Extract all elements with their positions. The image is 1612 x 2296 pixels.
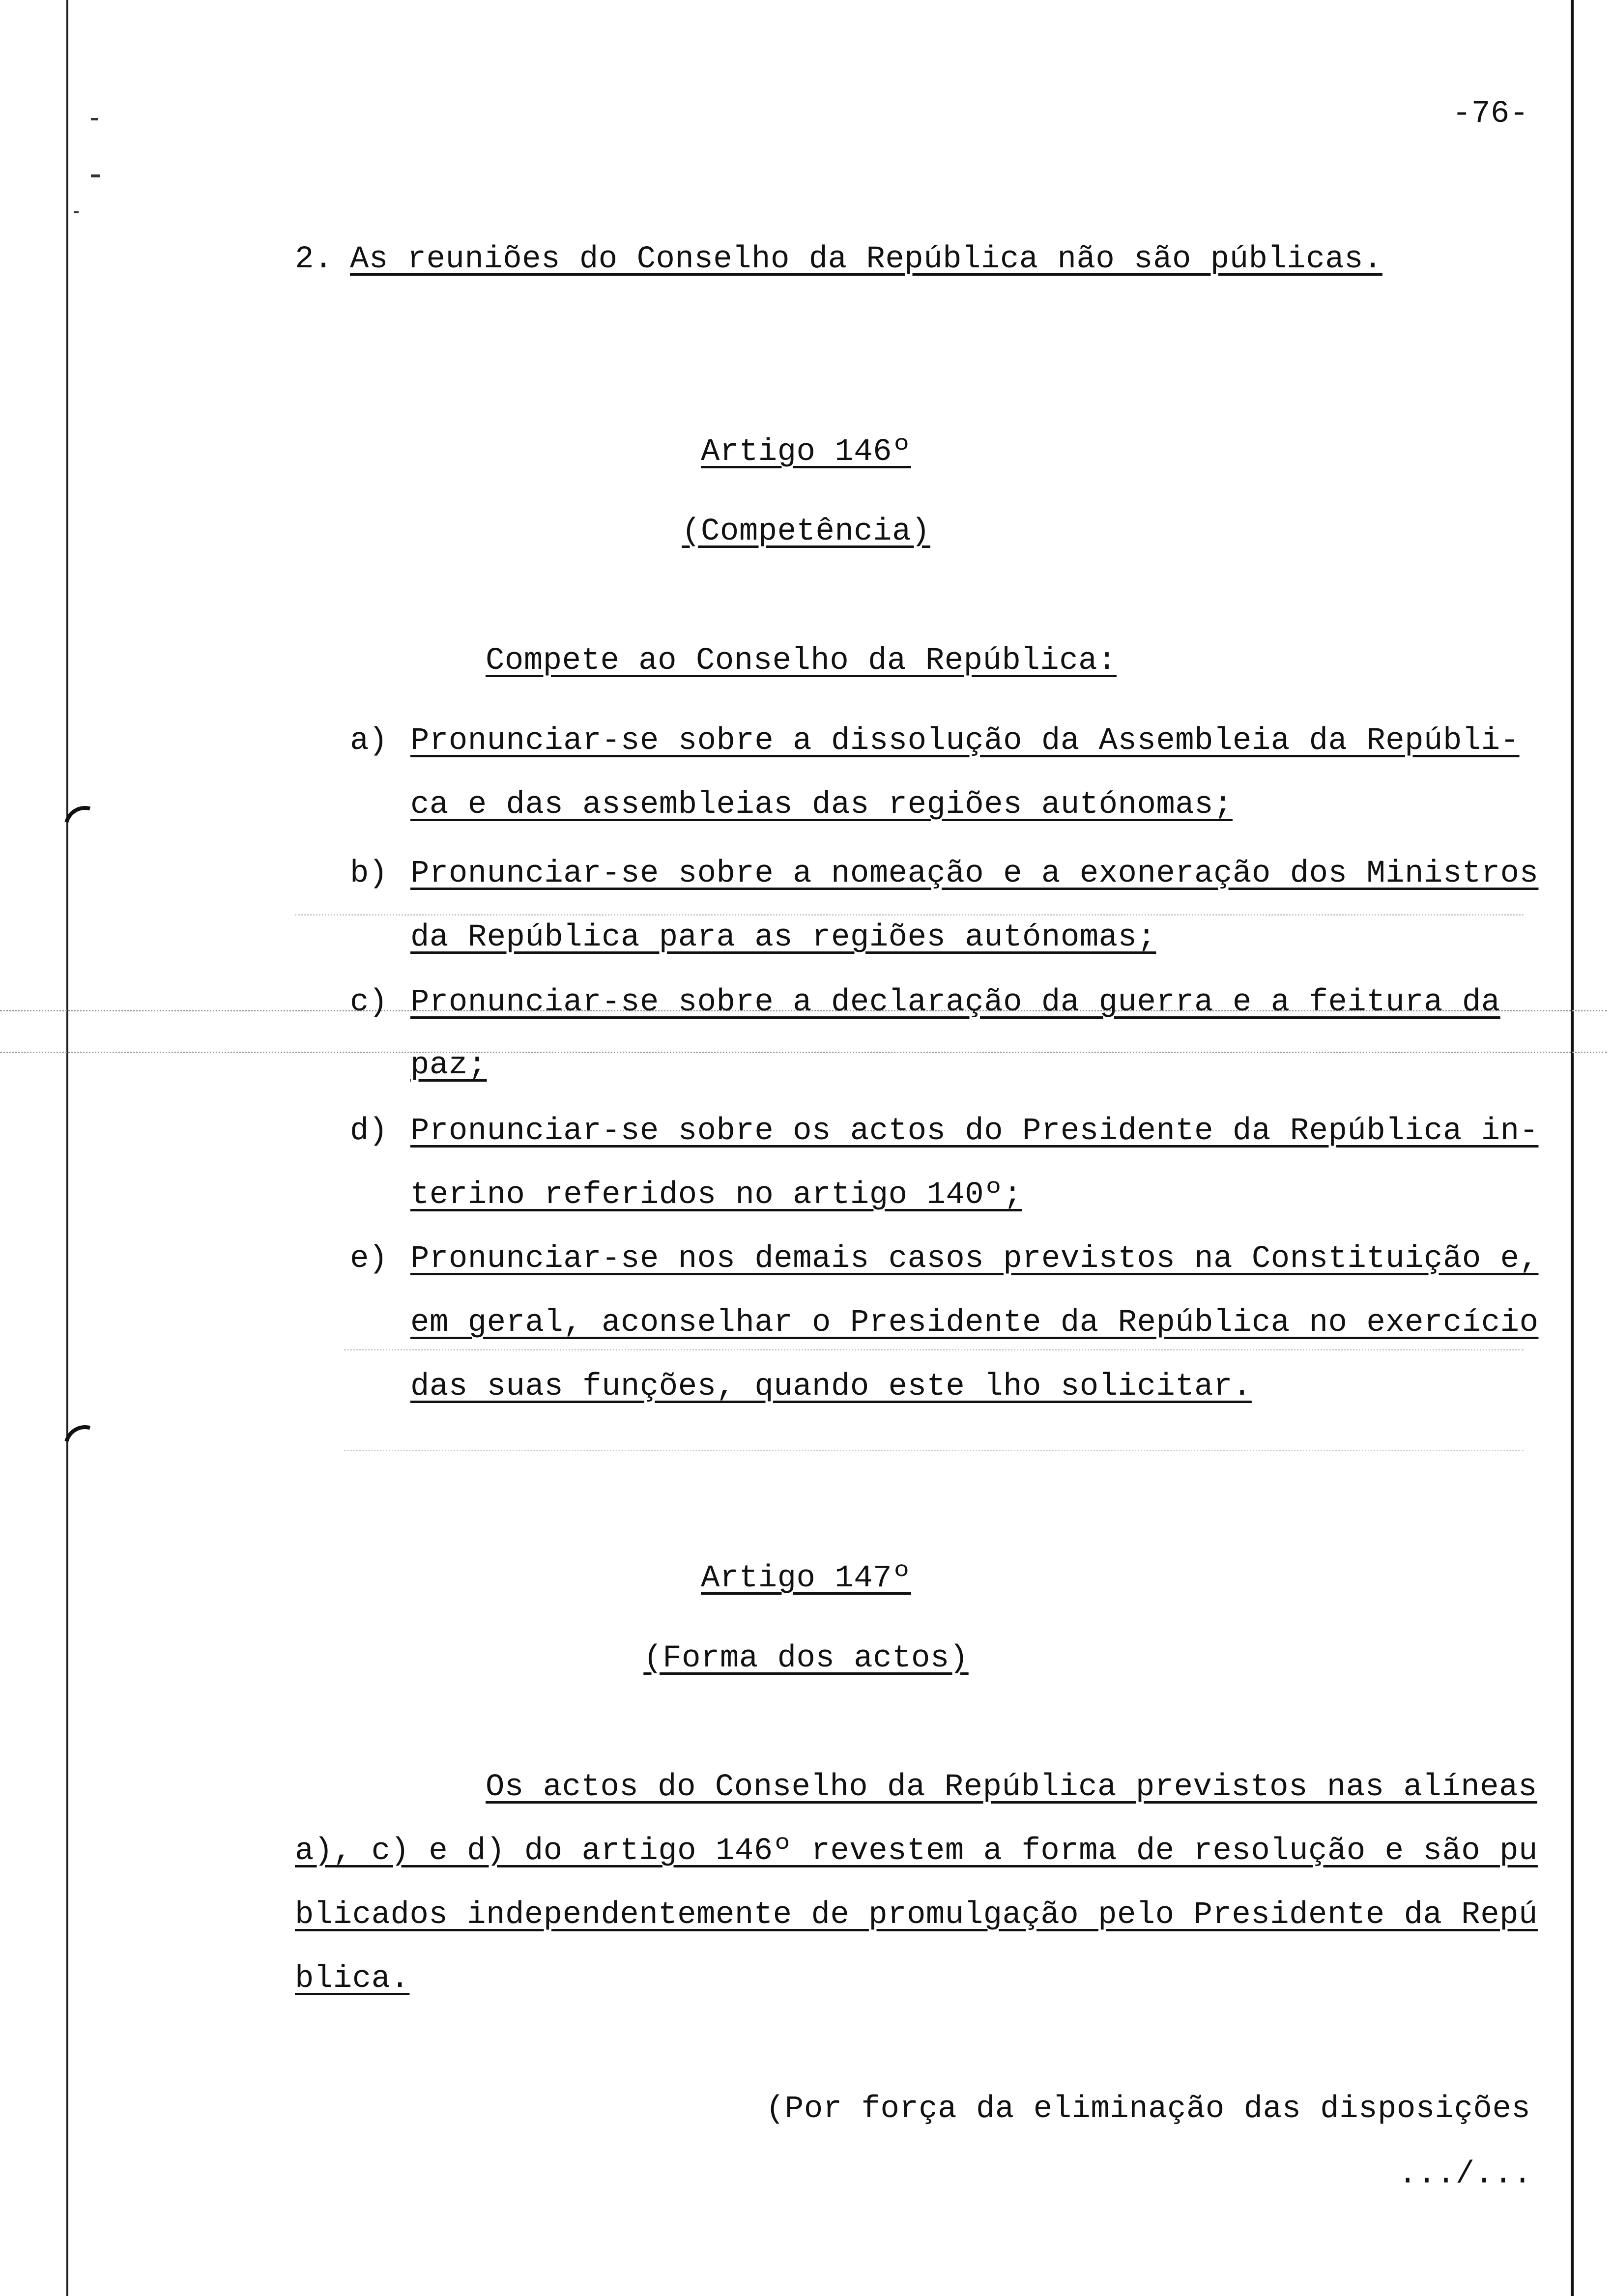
item-e-line-1: Pronunciar-se nos demais casos previstos na Constituição e, [410, 1241, 1539, 1277]
article-147-line-2: a), c) e d) do artigo 146º revestem a forma de resolução e são pu [295, 1834, 1538, 1869]
item-c-label: c) [350, 985, 388, 1020]
article-147-title-text: Artigo 147º [701, 1561, 911, 1596]
left-margin-line [66, 0, 68, 2296]
article-147-line-1: Os actos do Conselho da República previstos nas alíneas [486, 1770, 1537, 1805]
item-c-line-1: Pronunciar-se sobre a declaração da guerra e a feitura da [410, 985, 1500, 1020]
item-e-line-2: em geral, aconselhar o Presidente da República no exercício [410, 1305, 1539, 1341]
item-e-line-3: das suas funções, quando este lho solicitar. [410, 1369, 1252, 1405]
paragraph-number: 2. [295, 242, 333, 277]
article-146-subtitle-text: (Competência) [682, 514, 930, 549]
scan-mark [91, 174, 100, 177]
article-147-subtitle [0, 1639, 1612, 1678]
scan-noise [344, 1349, 1524, 1352]
scan-mark [91, 118, 98, 120]
item-b-line-2: da República para as regiões autónomas; [410, 920, 1156, 955]
continuation-mark: .../... [1398, 2157, 1532, 2192]
item-c-line-2: paz; [410, 1048, 487, 1083]
item-d-line-2: terino referidos no artigo 140º; [410, 1177, 1022, 1213]
article-147-title [0, 1559, 1612, 1598]
article-146-subtitle [0, 512, 1612, 551]
item-a-line-1: Pronunciar-se sobre a dissolução da Assembleia da Repúbli- [410, 723, 1520, 759]
article-146-intro: Compete ao Conselho da República: [486, 643, 1117, 679]
page-number: -76- [1452, 96, 1529, 132]
article-146-title-text: Artigo 146º [701, 434, 911, 470]
binder-hole-icon [56, 798, 114, 856]
item-b-line-1: Pronunciar-se sobre a nomeação e a exoneração dos Ministros [410, 856, 1539, 891]
right-page-edge [1571, 0, 1574, 2296]
item-a-line-2: ca e das assembleias das regiões autónomas; [410, 787, 1233, 823]
item-d-line-1: Pronunciar-se sobre os actos do Presidente da República in- [410, 1114, 1539, 1149]
paragraph-2-text: As reuniões do Conselho da República não são públicas. [350, 242, 1382, 277]
item-a-label: a) [350, 723, 388, 759]
binder-hole-icon [56, 1417, 114, 1475]
footer-note: (Por força da eliminação das disposições [766, 2092, 1531, 2127]
item-e-label: e) [350, 1241, 388, 1277]
article-147-subtitle-text: (Forma dos actos) [643, 1641, 969, 1676]
item-b-label: b) [350, 856, 388, 891]
scan-noise [344, 1450, 1524, 1453]
article-147-line-4: blica. [295, 1961, 410, 1997]
scan-noise [295, 914, 1524, 917]
article-147-line-3: blicados independentemente de promulgação pelo Presidente da Repú [295, 1897, 1538, 1933]
article-146-title [0, 432, 1612, 472]
item-d-label: d) [350, 1114, 388, 1149]
scan-mark [74, 211, 79, 213]
scan-noise [0, 1052, 1607, 1055]
